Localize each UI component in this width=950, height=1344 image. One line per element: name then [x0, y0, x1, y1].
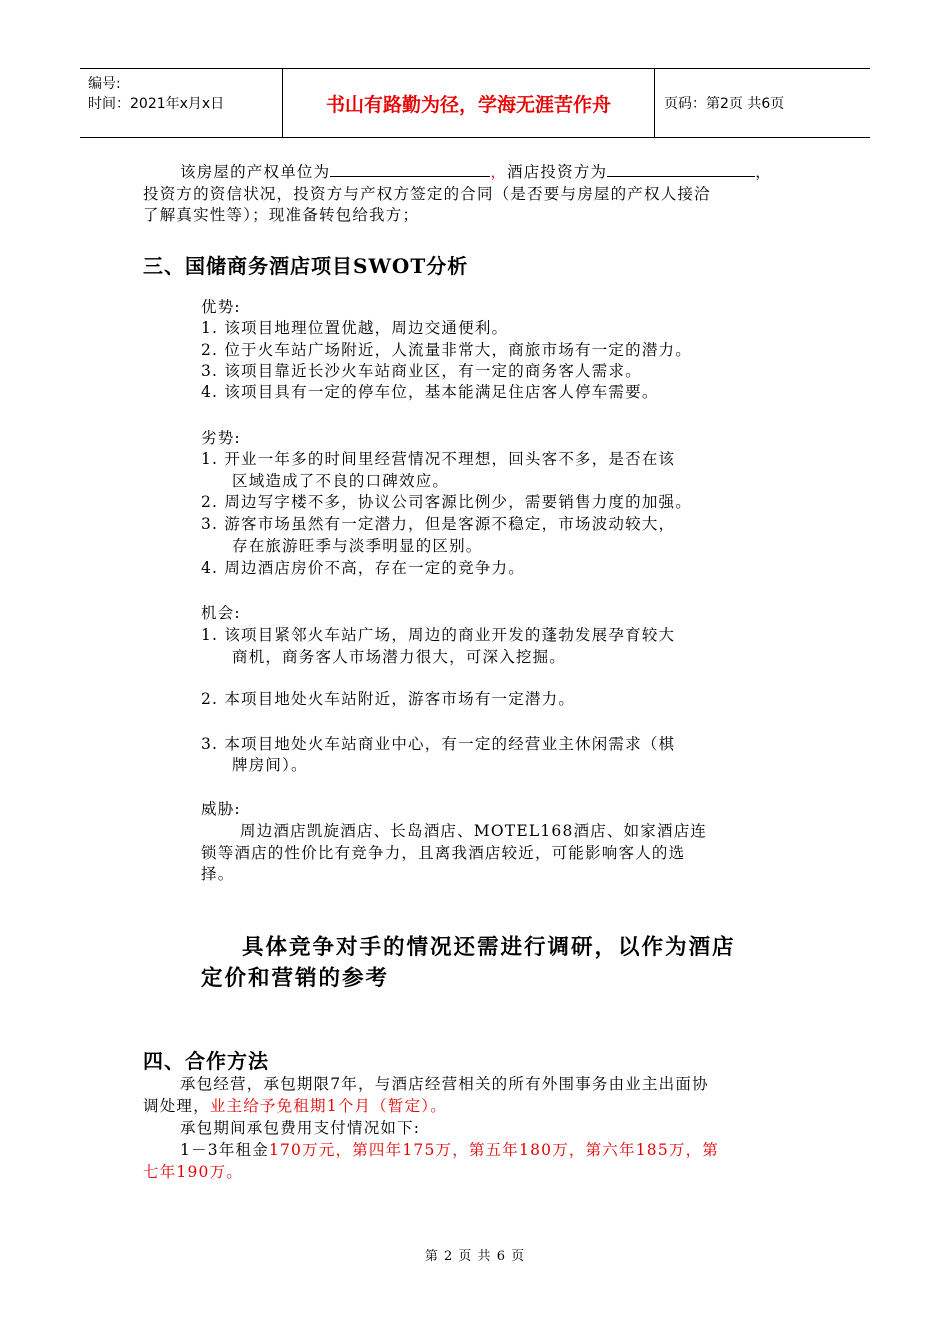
- intro-line-1: [180, 162, 772, 183]
- opportunity-item-cont: 商机，商务客人市场潜力很大，可深入挖掘。: [232, 648, 567, 666]
- cooperation-line: 承包期间承包费用支付情况如下:: [180, 1119, 421, 1137]
- strength-item: 2. 位于火车站广场附近，人流量非常大，商旅市场有一定的潜力。: [201, 341, 692, 359]
- intro-line-2: 投资方的资信状况，投资方与产权方签定的合同（是否要与房屋的产权人接洽: [143, 185, 711, 203]
- rent-schedule-label: 1－3年租金: [180, 1141, 269, 1159]
- strength-item: 1. 该项目地理位置优越，周边交通便利。: [201, 319, 509, 337]
- section-4-title: 四、合作方法: [143, 1049, 269, 1073]
- rent-schedule-values: 170万元，第四年175万，第五年180万，第六年185万，第: [268, 1141, 719, 1159]
- opportunity-item: 3. 本项目地处火车站商业中心，有一定的经营业主休闲需求（棋: [201, 735, 676, 753]
- page-footer: 第 2 页 共 6 页: [424, 1249, 526, 1264]
- weakness-item-cont: 区域造成了不良的口碑效应。: [232, 472, 450, 490]
- intro-text: 酒店投资方为: [507, 163, 608, 181]
- section-3-title: 三、国储商务酒店项目SWOT分析: [143, 254, 469, 278]
- intro-line-3: 了解真实性等）；现准备转包给我方；: [143, 206, 420, 224]
- cooperation-line: 承包经营，承包期限7年，与酒店经营相关的所有外围事务由业主出面协: [180, 1075, 709, 1093]
- research-note-line-2: 定价和营销的参考: [201, 966, 390, 991]
- opportunity-item-cont: 牌房间）。: [232, 756, 308, 774]
- opportunity-item: 1. 该项目紧邻火车站广场，周边的商业开发的蓬勃发展孕育较大: [201, 626, 676, 644]
- strength-item: 3. 该项目靠近长沙火车站商业区，有一定的商务客人需求。: [201, 362, 642, 380]
- cooperation-text: 调处理，: [143, 1097, 210, 1115]
- owner-blank: [330, 162, 490, 177]
- page-header: [80, 68, 870, 138]
- threat-line: 锁等酒店的性价比有竞争力，且离我酒店较近，可能影响客人的选: [201, 844, 686, 862]
- code-label: 编号:: [88, 76, 121, 92]
- time-label: 时间：2021年x月x日: [88, 96, 225, 112]
- header-meta: [80, 69, 283, 137]
- weakness-item: 2. 周边写字楼不多，协议公司客源比例少，需要销售力度的加强。: [201, 493, 692, 511]
- weaknesses-label: 劣势:: [201, 429, 241, 447]
- rent-schedule-line: [180, 1140, 719, 1161]
- cooperation-line: [143, 1096, 447, 1117]
- rent-schedule-line-cont: 七年190万。: [143, 1163, 243, 1181]
- opportunities-label: 机会:: [201, 604, 241, 622]
- threats-label: 威胁:: [201, 800, 241, 818]
- weakness-item: 1. 开业一年多的时间里经营情况不理想，回头客不多，是否在该: [201, 450, 676, 468]
- intro-text: 该房屋的产权单位为: [180, 163, 331, 181]
- investor-blank: [607, 162, 755, 177]
- strength-item: 4. 该项目具有一定的停车位，基本能满足住店客人停车需要。: [201, 383, 659, 401]
- weakness-item: 3. 游客市场虽然有一定潜力，但是客源不稳定，市场波动较大，: [201, 515, 676, 533]
- rent-free-period: 业主给予免租期1个月（暂定）。: [209, 1097, 447, 1115]
- weakness-item: 4. 周边酒店房价不高，存在一定的竞争力。: [201, 559, 525, 577]
- opportunity-item: 2. 本项目地处火车站附近，游客市场有一定潜力。: [201, 690, 576, 708]
- header-page-info: 页码：第2页 共6页: [664, 96, 785, 112]
- threat-line: 周边酒店凯旋酒店、长岛酒店、MOTEL168酒店、如家酒店连: [240, 822, 708, 840]
- header-motto: 书山有路勤为径，学海无涯苦作舟: [283, 69, 655, 137]
- research-note-line-1: 具体竞争对手的情况还需进行调研，以作为酒店: [242, 935, 736, 960]
- intro-comma: ，: [755, 163, 772, 181]
- strengths-label: 优势:: [201, 298, 241, 316]
- intro-comma: ，: [490, 163, 508, 181]
- threat-line: 择。: [201, 865, 235, 883]
- weakness-item-cont: 存在旅游旺季与淡季明显的区别。: [232, 537, 483, 555]
